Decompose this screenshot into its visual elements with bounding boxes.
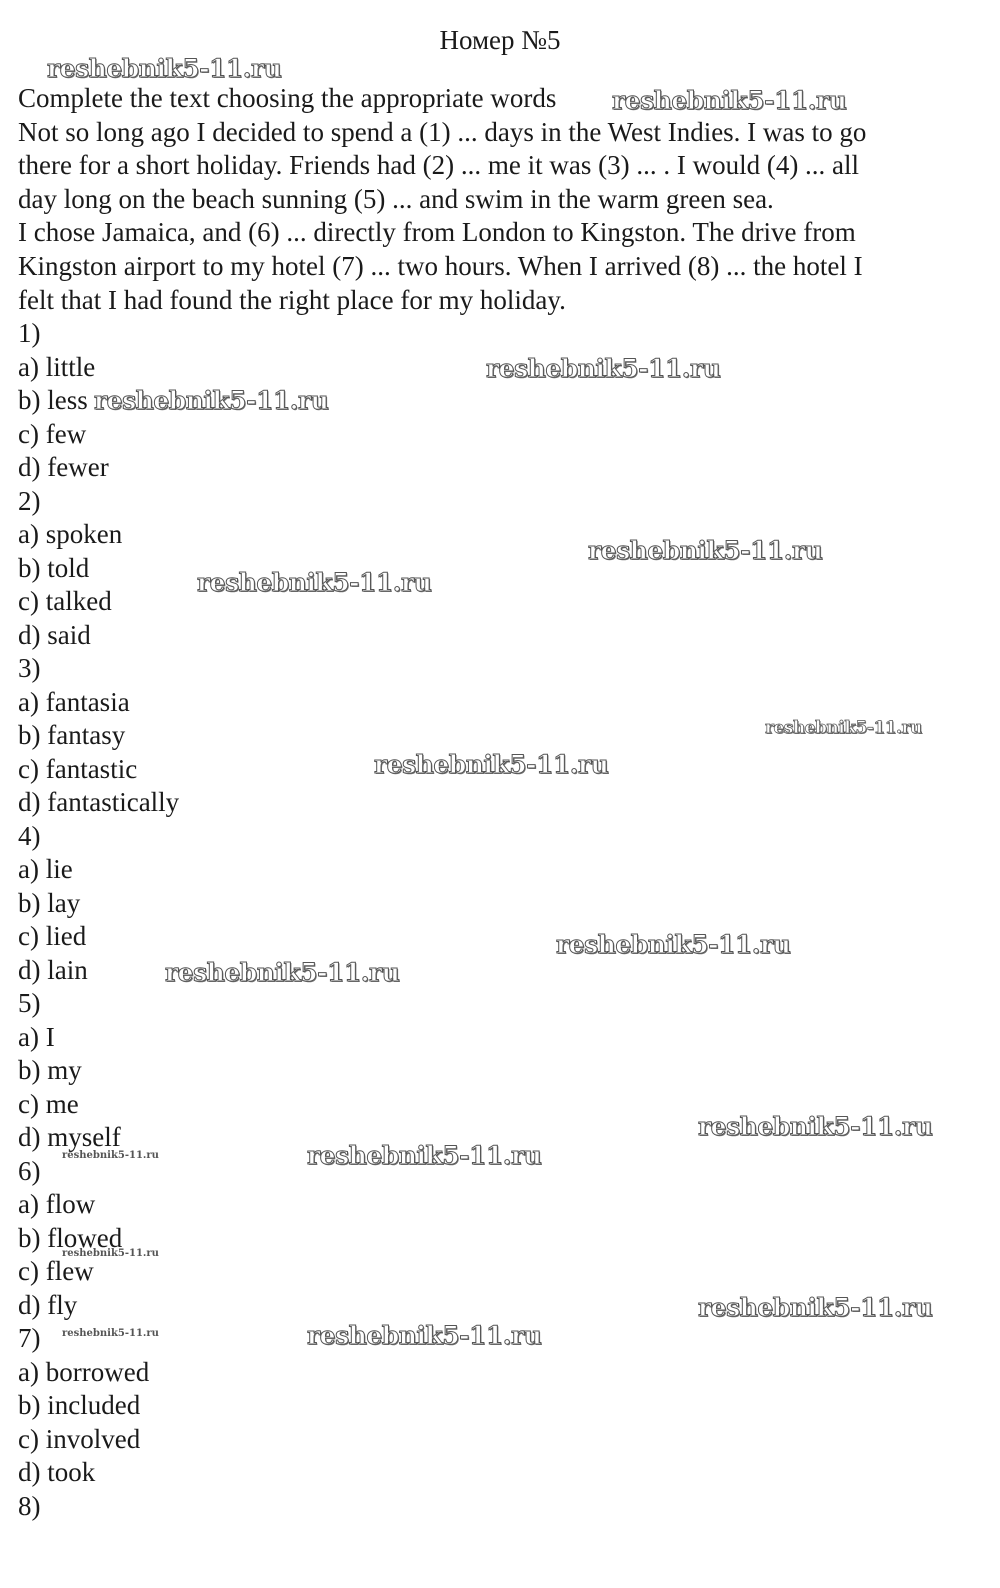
option: d) fantastically	[18, 787, 180, 817]
option: c) talked	[18, 586, 112, 616]
question-number: 6)	[18, 1156, 41, 1186]
watermark: reshebnik5-11.ru	[698, 1293, 933, 1322]
option: b) fantasy	[18, 720, 126, 750]
question-number: 4)	[18, 821, 41, 851]
option: a) spoken	[18, 519, 123, 549]
watermark: reshebnik5-11.ru	[765, 718, 922, 738]
question-number: 8)	[18, 1491, 41, 1521]
option: c) involved	[18, 1424, 141, 1454]
option: d) myself	[18, 1122, 121, 1152]
watermark: reshebnik5-11.ru	[62, 1248, 159, 1259]
watermark: reshebnik5-11.ru	[556, 930, 791, 959]
option: a) I	[18, 1022, 55, 1052]
text-line-3: day long on the beach sunning (5) ... and swim in the warm green sea.	[18, 184, 774, 214]
watermark: reshebnik5-11.ru	[486, 354, 721, 383]
option: a) flow	[18, 1189, 96, 1219]
watermark: reshebnik5-11.ru	[698, 1112, 933, 1141]
option: c) lied	[18, 921, 87, 951]
watermark: reshebnik5-11.ru	[612, 86, 847, 115]
question-number: 7)	[18, 1323, 41, 1353]
option: d) fewer	[18, 452, 109, 482]
instruction-line: Complete the text choosing the appropriate words	[18, 83, 557, 113]
option: d) lain	[18, 955, 88, 985]
option: c) flew	[18, 1256, 94, 1286]
option: b) flowed	[18, 1223, 123, 1253]
text-line-2: there for a short holiday. Friends had (2) ... me it was (3) ... . I would (4) ... all	[18, 150, 860, 180]
watermark: reshebnik5-11.ru	[307, 1141, 542, 1170]
question-number: 1)	[18, 318, 41, 348]
watermark: reshebnik5-11.ru	[62, 1328, 159, 1339]
option: c) fantastic	[18, 754, 138, 784]
watermark: reshebnik5-11.ru	[197, 568, 432, 597]
option: a) borrowed	[18, 1357, 150, 1387]
watermark: reshebnik5-11.ru	[62, 1150, 159, 1161]
option: a) fantasia	[18, 687, 130, 717]
text-line-6: felt that I had found the right place for my holiday.	[18, 285, 566, 315]
question-number: 2)	[18, 486, 41, 516]
option: b) lay	[18, 888, 81, 918]
page-title: Номер №5	[439, 25, 561, 55]
option: b) less	[18, 385, 88, 415]
watermark: reshebnik5-11.ru	[94, 386, 329, 415]
option: d) fly	[18, 1290, 78, 1320]
watermark: reshebnik5-11.ru	[374, 750, 609, 779]
watermark: reshebnik5-11.ru	[165, 958, 400, 987]
text-line-4: I chose Jamaica, and (6) ... directly from London to Kingston. The drive from	[18, 217, 856, 247]
text-line-5: Kingston airport to my hotel (7) ... two hours. When I arrived (8) ... the hotel I	[18, 251, 863, 281]
option: d) said	[18, 620, 91, 650]
option: c) few	[18, 419, 87, 449]
option: a) lie	[18, 854, 73, 884]
watermark: reshebnik5-11.ru	[588, 536, 823, 565]
watermark: reshebnik5-11.ru	[47, 54, 282, 83]
option: a) little	[18, 352, 96, 382]
option: b) included	[18, 1390, 141, 1420]
question-number: 3)	[18, 653, 41, 683]
text-line-1: Not so long ago I decided to spend a (1) ... days in the West Indies. I was to go	[18, 117, 867, 147]
option: d) took	[18, 1457, 96, 1487]
question-number: 5)	[18, 988, 41, 1018]
watermark: reshebnik5-11.ru	[307, 1321, 542, 1350]
option: b) my	[18, 1055, 82, 1085]
option: c) me	[18, 1089, 79, 1119]
option: b) told	[18, 553, 90, 583]
